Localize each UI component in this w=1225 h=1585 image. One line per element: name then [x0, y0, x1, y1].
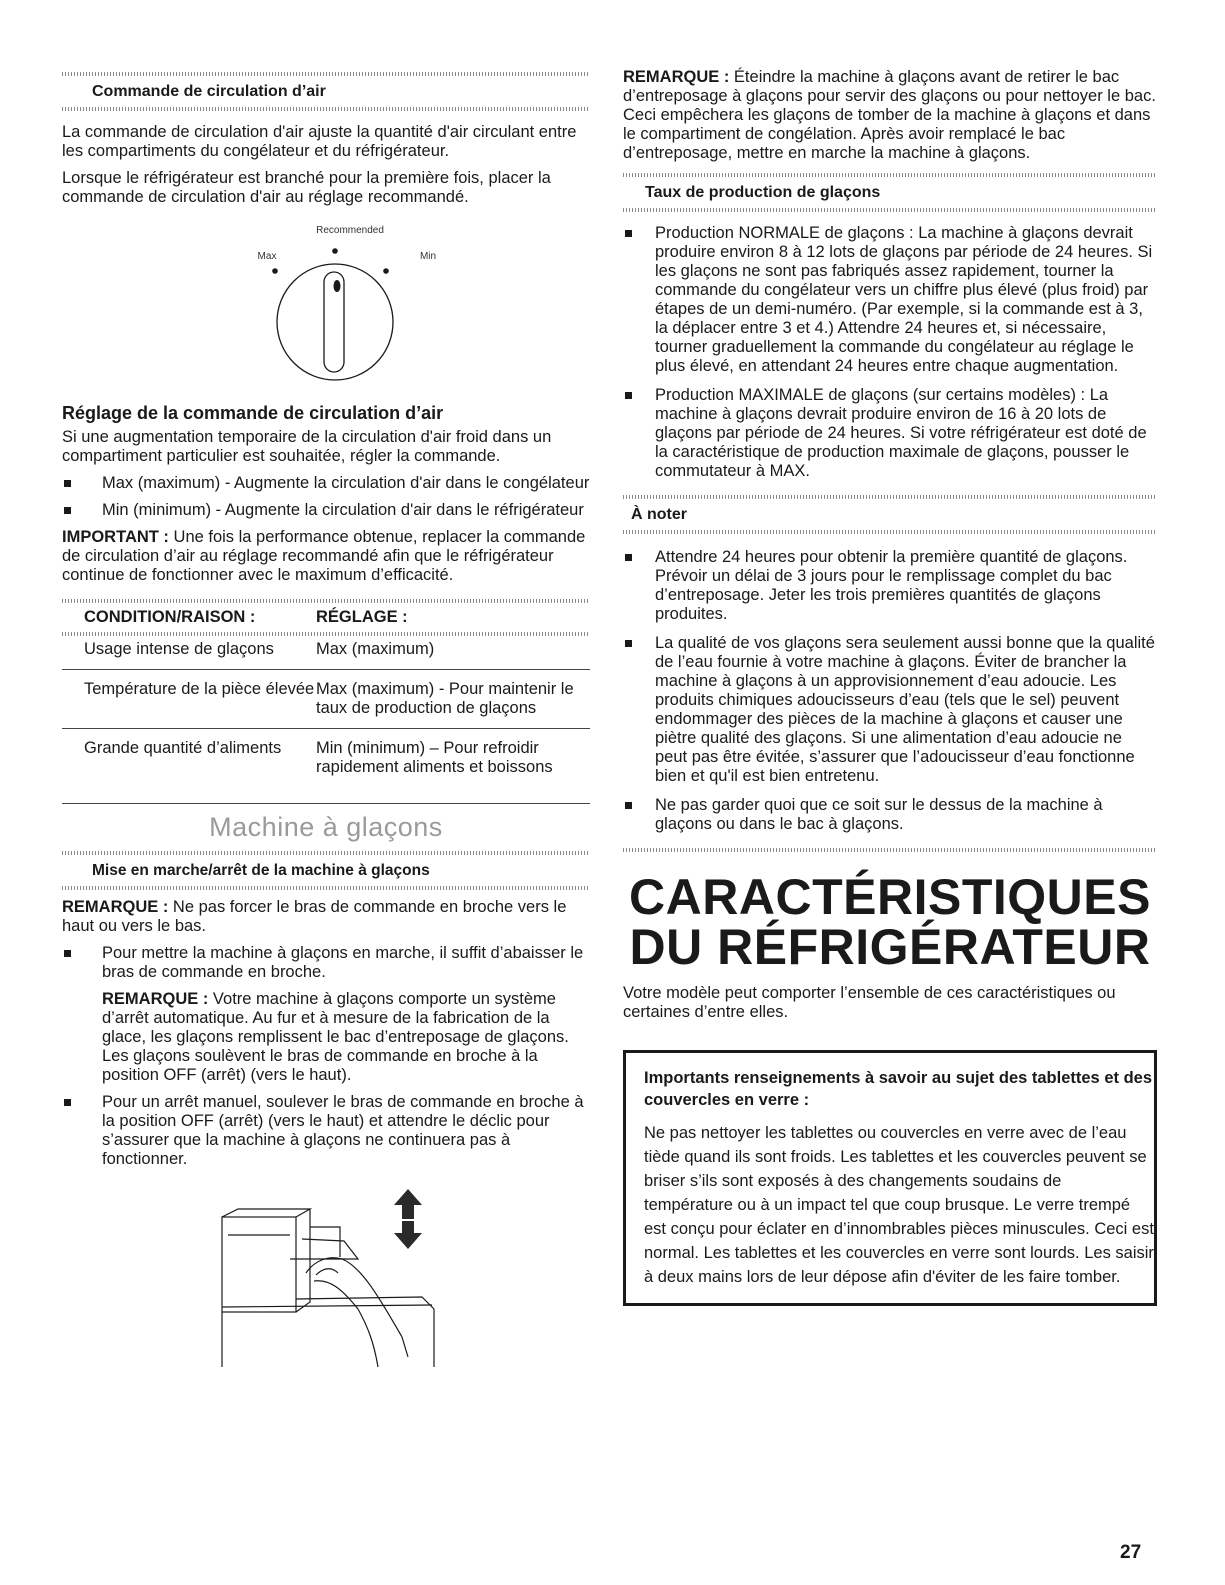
settings-table [62, 603, 590, 803]
page-number: 27 [1120, 1542, 1142, 1563]
bullet-icon [625, 392, 632, 399]
bullet-icon [64, 950, 71, 957]
bullet-list [623, 224, 1157, 481]
list-item: La qualité de vos glaçons sera seulement aussi bonne que la qualité de l’eau fournie à votre machine à glaçons. Éviter de brancher la machine à glaçons à un approvisionnement d’eau adoucie. Les produits chimiques adoucisseurs d’eau (tels que le sel) peuvent endommager des pièces de la machine à glaçons et causer une piètre qualité des glaçons. Si une alimentation d’eau adoucie ne peut pas être évitée, s’assurer que l’adoucisseur d’eau fonctionne bien et qu'il est bien entretenu. [623, 634, 1157, 786]
list-item: Attendre 24 heures pour obtenir la première quantité de glaçons. Prévoir un délai de 3 jours pour le remplissage complet du bac d’entreposage. Jeter les trois premières quantités de glaçons produites. [623, 548, 1157, 624]
table-row: Température de la pièce élevée Max (maximum) - Pour maintenir le taux de production de glaçons [62, 670, 590, 729]
paragraph: Lorsque le réfrigérateur est branché pour la première fois, placer la commande de circulation d'air au réglage recommandé. [62, 169, 551, 206]
list-item: Max (maximum) - Augmente la circulation d'air dans le congélateur [62, 474, 590, 493]
subheading-air-control-setting: Réglage de la commande de circulation d’air [62, 403, 444, 423]
list-item: Ne pas garder quoi que ce soit sur le dessus de la machine à glaçons ou dans le bac à glaçons. [623, 796, 1157, 834]
section-heading-production-rate: Taux de production de glaçons [645, 184, 881, 201]
right-column [623, 0, 1157, 1306]
glass-shelves-warning-box [623, 1050, 1157, 1306]
bullet-icon [64, 507, 71, 514]
left-column [62, 0, 590, 1377]
remark: REMARQUE : Votre machine à glaçons comporte un système d’arrêt automatique. Au fur et à mesure de la fabrication de la glace, les glaçons remplissent le bac d’entreposage de glaçons. Les glaçons soulèvent le bras de commande en broche à la position OFF (arrêt) (vers le haut). [102, 990, 569, 1084]
warning-box-text: Ne pas nettoyer les tablettes ou couvercles en verre avec de l’eau tiède quand ils sont froids. Les tablettes et les couvercles peuvent se briser s’ils sont exposés à des changements soudains de température ou à un impact tel que coup brusque. Le verre trempé est conçu pour éclater en d’innombrables pièces minuscules. Ceci est normal. Les tablettes et les couvercles en verre sont lourds. Les saisir à deux mains lors de leur dépose afin d'éviter de les faire tomber. [644, 1124, 1154, 1286]
table-row: Usage intense de glaçons Max (maximum) [62, 636, 590, 670]
bullet-icon [64, 480, 71, 487]
bullet-icon [625, 554, 632, 561]
intro-paragraph: Votre modèle peut comporter l’ensemble de ces caractéristiques ou certaines d’entre elles. [623, 984, 1116, 1021]
bullet-icon [64, 1099, 71, 1106]
bullet-icon [625, 230, 632, 237]
warning-box-heading: Importants renseignements à savoir au sujet des tablettes et des couvercles en verre : [644, 1069, 1153, 1109]
bullet-list [623, 548, 1157, 834]
air-control-dial-figure [62, 207, 590, 403]
table-header: CONDITION/RAISON : [84, 608, 256, 626]
bullet-icon [625, 802, 632, 809]
dial-icon [62, 207, 590, 403]
list-item: Pour un arrêt manuel, soulever le bras de commande en broche à la position OFF (arrêt) (vers le haut) et attendre le déclic pour s’assurer que la machine à glaçons ne continuera pas à fonctionner. [62, 1093, 590, 1169]
important-note: IMPORTANT : Une fois la performance obtenue, replacer la commande de circulation d’air au réglage recommandé afin que le réfrigérateur continue de fonctionner avec le maximum d’efficacité. [62, 528, 586, 584]
remark: REMARQUE : Ne pas forcer le bras de commande en broche vers le haut ou vers le bas. [62, 898, 567, 935]
section-heading-ice-maker-onoff: Mise en marche/arrêt de la machine à glaçons [92, 862, 430, 879]
bullet-icon [625, 640, 632, 647]
list-item: Production NORMALE de glaçons : La machine à glaçons devrait produire environ 8 à 12 lots de glaçons par période de 24 heures. Si les glaçons ne sont pas fabriqués assez rapidement, tourner la commande du congélateur vers un chiffre plus élevé (plus froid) par étapes de un demi-numéro. (Par exemple, si la commande est à 3, la déplacer entre 3 et 4.) Attendre 24 heures et, si nécessaire, tourner graduellement la commande du congélateur au réglage le plus élevé, en attendant 24 heures entre chaque augmentation. [623, 224, 1157, 376]
page-title-line-1: CARACTÉRISTIQUES [629, 869, 1151, 925]
bullet-list [62, 944, 590, 1169]
list-item: Min (minimum) - Augmente la circulation d'air dans le réfrigérateur [62, 501, 590, 520]
dial-max-label: Max [257, 251, 277, 262]
dial-min-label: Min [419, 251, 437, 262]
bullet-list [62, 474, 590, 520]
section-heading-note: À noter [631, 506, 687, 523]
ice-maker-icon [62, 1187, 590, 1377]
paragraph: La commande de circulation d'air ajuste la quantité d'air circulant entre les compartiments du congélateur et du réfrigérateur. [62, 123, 577, 160]
section-heading-air-control: Commande de circulation d’air [92, 83, 326, 100]
ice-maker-arm-illustration [62, 1187, 590, 1377]
list-item: Production MAXIMALE de glaçons (sur certains modèles) : La machine à glaçons devrait produire environ de 16 à 20 lots de glaçons par période de 24 heures. Si votre réfrigérateur est doté de la caractéristique de production maximale de glaçons, pousser le commutateur à MAX. [623, 386, 1157, 481]
table-row: Grande quantité d’aliments Min (minimum) – Pour refroidir rapidement aliments et boissons [84, 739, 553, 776]
dial-recommended-label: Recommended [316, 225, 384, 236]
list-item: Pour mettre la machine à glaçons en marche, il suffit d’abaisser le bras de commande en broche. REMARQUE : Votre machine à glaçons comporte un système d’arrêt automatique. Au fur et à mesure de la fabrication de la glace, les glaçons remplissent le bac d’entreposage de glaçons. Les glaçons soulèvent le bras de commande en broche à la position OFF (arrêt) (vers le haut). [62, 944, 590, 1085]
page-title-line-2: DU RÉFRIGÉRATEUR [629, 919, 1151, 975]
table-header: RÉGLAGE : [316, 608, 408, 626]
section-title-ice-maker: Machine à glaçons [209, 812, 443, 842]
paragraph: Si une augmentation temporaire de la circulation d'air froid dans un compartiment particulier est souhaitée, régler la commande. [62, 428, 552, 465]
remark: REMARQUE : Éteindre la machine à glaçons avant de retirer le bac d’entreposage à glaçons pour servir des glaçons ou pour nettoyer le bac. Ceci empêchera les glaçons de tomber de la machine à glaçons et dans le compartiment de congélation. Après avoir remplacé le bac d’entreposage, mettre en marche la machine à glaçons. [623, 68, 1156, 162]
